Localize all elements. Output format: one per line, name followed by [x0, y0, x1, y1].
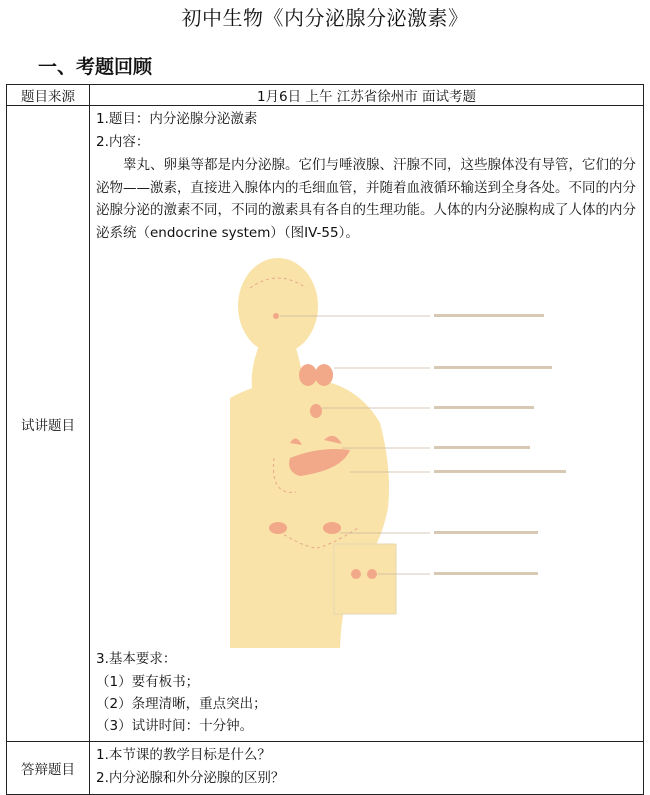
requirement-item: （3）试讲时间：十分钟。 [96, 718, 254, 734]
exam-table [6, 84, 644, 795]
question-item: 1.本节课的教学目标是什么？ [96, 747, 271, 763]
endocrine-illustration [230, 248, 570, 648]
lecture-label: 试讲题目 [7, 106, 90, 742]
requirements-label: 3.基本要求： [96, 651, 177, 667]
defense-row [7, 742, 644, 795]
testes-inset [334, 544, 396, 614]
defense-label: 答辩题目 [7, 742, 90, 795]
source-label: 题目来源 [7, 85, 90, 106]
section-heading: 一、考题回顾 [38, 56, 153, 78]
requirement-item: （1）要有板书； [96, 674, 200, 690]
content-label: 2.内容： [96, 134, 150, 150]
content-paragraph: 睾丸、卵巢等都是内分泌腺。它们与唾液腺、汗腺不同，这些腺体没有导管，它们的分泌物——激素，直接进入腺体内的毛细血管，并随着血液循环输送到全身各处。不同的内分泌腺分泌的激素不同，不同的激素具有各自的生理功能。人体的内分泌腺构成了人体的内分泌系统（endocrine system）（图IV-55）。 [96, 157, 636, 241]
label-marks [434, 314, 566, 575]
source-value: 1月6日 上午 江苏省徐州市 面试考题 [90, 85, 644, 106]
lecture-content [90, 106, 644, 742]
lecture-row [7, 106, 644, 742]
requirement-item: （2）条理清晰，重点突出； [96, 696, 267, 712]
table-header-row [7, 85, 644, 106]
defense-content [90, 742, 644, 795]
endocrine-figure [230, 248, 570, 648]
document-title: 初中生物《内分泌腺分泌激素》 [181, 6, 469, 30]
topic-line: 1.题目：内分泌腺分泌激素 [96, 111, 258, 127]
thymus-gland [310, 404, 322, 418]
question-item: 2.内分泌腺和外分泌腺的区别？ [96, 770, 285, 786]
